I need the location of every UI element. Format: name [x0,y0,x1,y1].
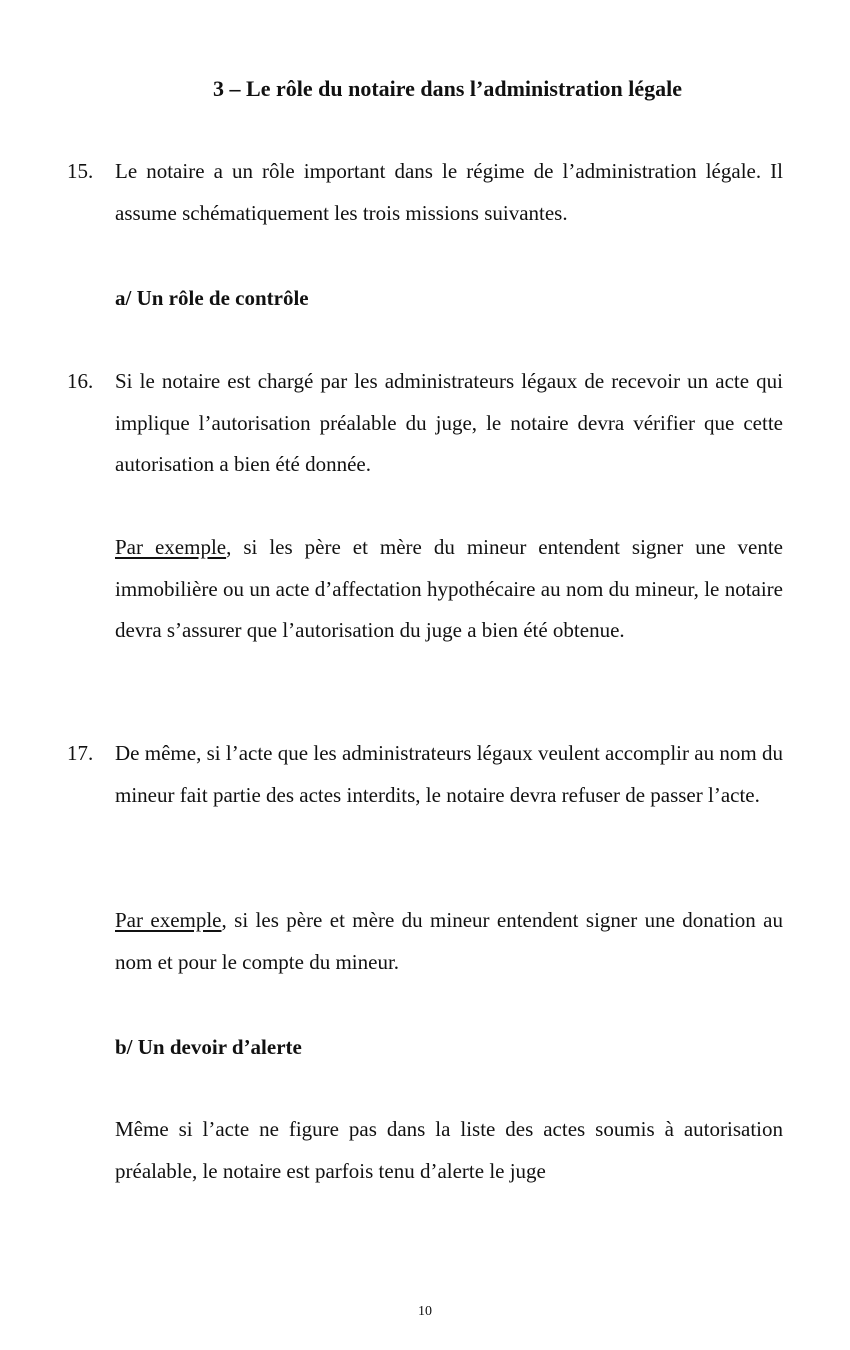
section-title: 3 – Le rôle du notaire dans l’administration légale [213,76,682,101]
paragraph-alert [115,1109,783,1192]
paragraph-15 [67,151,783,234]
example-text: , si les père et mère du mineur entendent signer une vente immobilière ou un acte d’affectation hypothécaire au nom du mineur, le notaire devra s’assurer que l’autorisation du juge a bien été obtenue. [115,535,783,642]
example-label: Par exemple [115,908,222,932]
paragraph-text: De même, si l’acte que les administrateurs légaux veulent accomplir au nom du mineur fait partie des actes interdits, le notaire devra refuser de passer l’acte. [115,741,783,807]
paragraph-text: Le notaire a un rôle important dans le régime de l’administration légale. Il assume schématiquement les trois missions suivantes. [115,159,783,225]
example-text: , si les père et mère du mineur entendent signer une donation au nom et pour le compte du mineur. [115,908,783,974]
paragraph-text: Si le notaire est chargé par les administrateurs légaux de recevoir un acte qui implique l’autorisation préalable du juge, le notaire devra vérifier que cette autorisation a bien été donnée. [115,369,783,476]
paragraph-number: 16. [67,369,94,393]
example-label: Par exemple [115,535,227,559]
subsection-title-b: b/ Un devoir d’alerte [115,1035,302,1059]
paragraph-16 [67,361,783,486]
page-number: 10 [418,1304,432,1319]
paragraph-number: 17. [67,741,94,765]
paragraph-text: Même si l’acte ne figure pas dans la liste des actes soumis à autorisation préalable, le notaire est parfois tenu d’alerte le juge [115,1117,783,1183]
example-paragraph-1 [115,527,783,652]
paragraph-number: 15. [67,159,94,183]
paragraph-17 [67,733,783,816]
example-paragraph-2 [115,900,783,983]
subsection-title-a: a/ Un rôle de contrôle [115,286,309,310]
